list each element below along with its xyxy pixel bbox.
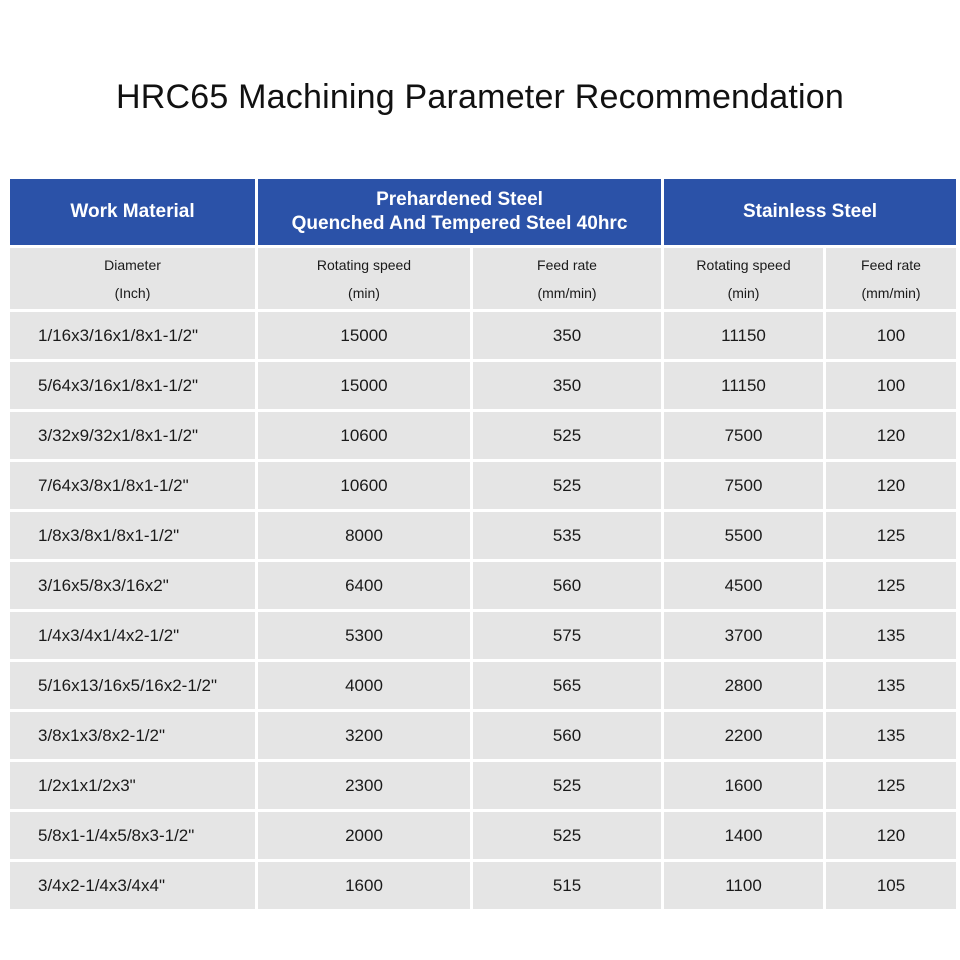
cell-pre-speed: 2300 <box>258 762 470 809</box>
cell-pre-feed: 560 <box>473 712 661 759</box>
subheader-pre-feed-rate <box>473 248 661 309</box>
cell-ss-feed: 120 <box>826 812 956 859</box>
cell-pre-speed: 1600 <box>258 862 470 909</box>
header-work-material: Work Material <box>10 179 255 245</box>
cell-pre-speed: 10600 <box>258 412 470 459</box>
table-row <box>10 812 956 859</box>
header-prehardened-line1: Prehardened Steel <box>376 189 543 210</box>
subheader-diameter-label: Diameter <box>104 256 161 273</box>
cell-pre-feed: 535 <box>473 512 661 559</box>
subheader-pre-rotating-speed <box>258 248 470 309</box>
cell-pre-speed: 5300 <box>258 612 470 659</box>
table-row <box>10 712 956 759</box>
cell-ss-feed: 135 <box>826 712 956 759</box>
cell-diameter: 3/32x9/32x1/8x1-1/2" <box>10 412 255 459</box>
cell-ss-feed: 135 <box>826 612 956 659</box>
table-subheader-row <box>10 248 956 309</box>
cell-pre-feed: 565 <box>473 662 661 709</box>
cell-ss-speed: 2200 <box>664 712 823 759</box>
cell-ss-speed: 4500 <box>664 562 823 609</box>
subheader-diameter-unit: (Inch) <box>114 284 151 301</box>
table-row <box>10 412 956 459</box>
cell-pre-feed: 575 <box>473 612 661 659</box>
page-title: HRC65 Machining Parameter Recommendation <box>116 78 844 116</box>
subheader-ss-rotating-speed <box>664 248 823 309</box>
subheader-ss-speed-label: Rotating speed <box>696 256 791 273</box>
subheader-ss-feed-unit: (mm/min) <box>861 284 921 301</box>
table-row <box>10 762 956 809</box>
cell-pre-feed: 350 <box>473 312 661 359</box>
cell-ss-speed: 5500 <box>664 512 823 559</box>
subheader-ss-speed-unit: (min) <box>727 284 760 301</box>
cell-diameter: 3/16x5/8x3/16x2" <box>10 562 255 609</box>
cell-pre-speed: 4000 <box>258 662 470 709</box>
cell-ss-feed: 125 <box>826 762 956 809</box>
cell-ss-speed: 3700 <box>664 612 823 659</box>
subheader-ss-feed-rate <box>826 248 956 309</box>
cell-pre-speed: 8000 <box>258 512 470 559</box>
cell-diameter: 5/8x1-1/4x5/8x3-1/2" <box>10 812 255 859</box>
subheader-ss-feed-label: Feed rate <box>861 256 921 273</box>
cell-pre-feed: 350 <box>473 362 661 409</box>
subheader-pre-feed-label: Feed rate <box>537 256 597 273</box>
cell-ss-speed: 1100 <box>664 862 823 909</box>
subheader-pre-speed-label: Rotating speed <box>316 256 412 273</box>
cell-diameter: 7/64x3/8x1/8x1-1/2" <box>10 462 255 509</box>
subheader-diameter <box>10 248 255 309</box>
cell-ss-feed: 100 <box>826 312 956 359</box>
cell-pre-feed: 525 <box>473 462 661 509</box>
header-stainless-steel: Stainless Steel <box>664 179 956 245</box>
subheader-pre-speed-unit: (min) <box>348 284 380 301</box>
cell-pre-feed: 525 <box>473 412 661 459</box>
subheader-pre-feed-unit: (mm/min) <box>537 284 597 301</box>
table-header-row <box>10 179 956 245</box>
cell-diameter: 1/2x1x1/2x3" <box>10 762 255 809</box>
cell-pre-speed: 6400 <box>258 562 470 609</box>
table-row <box>10 312 956 359</box>
cell-ss-feed: 100 <box>826 362 956 409</box>
cell-diameter: 5/16x13/16x5/16x2-1/2" <box>10 662 255 709</box>
cell-ss-feed: 120 <box>826 462 956 509</box>
cell-diameter: 5/64x3/16x1/8x1-1/2" <box>10 362 255 409</box>
cell-ss-speed: 7500 <box>664 462 823 509</box>
table-row <box>10 612 956 659</box>
header-prehardened-steel <box>258 179 661 245</box>
machining-parameter-table <box>7 176 959 912</box>
cell-ss-feed: 125 <box>826 562 956 609</box>
cell-ss-speed: 2800 <box>664 662 823 709</box>
cell-pre-feed: 525 <box>473 762 661 809</box>
table-row <box>10 562 956 609</box>
cell-ss-feed: 105 <box>826 862 956 909</box>
cell-pre-speed: 3200 <box>258 712 470 759</box>
cell-ss-speed: 1600 <box>664 762 823 809</box>
cell-diameter: 1/8x3/8x1/8x1-1/2" <box>10 512 255 559</box>
table-row <box>10 862 956 909</box>
cell-diameter: 3/4x2-1/4x3/4x4" <box>10 862 255 909</box>
cell-diameter: 1/16x3/16x1/8x1-1/2" <box>10 312 255 359</box>
cell-pre-speed: 2000 <box>258 812 470 859</box>
cell-diameter: 1/4x3/4x1/4x2-1/2" <box>10 612 255 659</box>
cell-ss-speed: 11150 <box>664 312 823 359</box>
header-prehardened-line2: Quenched And Tempered Steel 40hrc <box>291 213 628 234</box>
cell-pre-feed: 525 <box>473 812 661 859</box>
cell-ss-speed: 1400 <box>664 812 823 859</box>
cell-pre-feed: 560 <box>473 562 661 609</box>
cell-pre-speed: 10600 <box>258 462 470 509</box>
table-row <box>10 362 956 409</box>
table-row <box>10 662 956 709</box>
table-row <box>10 512 956 559</box>
cell-ss-speed: 7500 <box>664 412 823 459</box>
cell-pre-feed: 515 <box>473 862 661 909</box>
cell-ss-speed: 11150 <box>664 362 823 409</box>
cell-pre-speed: 15000 <box>258 362 470 409</box>
table-row <box>10 462 956 509</box>
cell-pre-speed: 15000 <box>258 312 470 359</box>
cell-ss-feed: 125 <box>826 512 956 559</box>
cell-diameter: 3/8x1x3/8x2-1/2" <box>10 712 255 759</box>
cell-ss-feed: 120 <box>826 412 956 459</box>
cell-ss-feed: 135 <box>826 662 956 709</box>
